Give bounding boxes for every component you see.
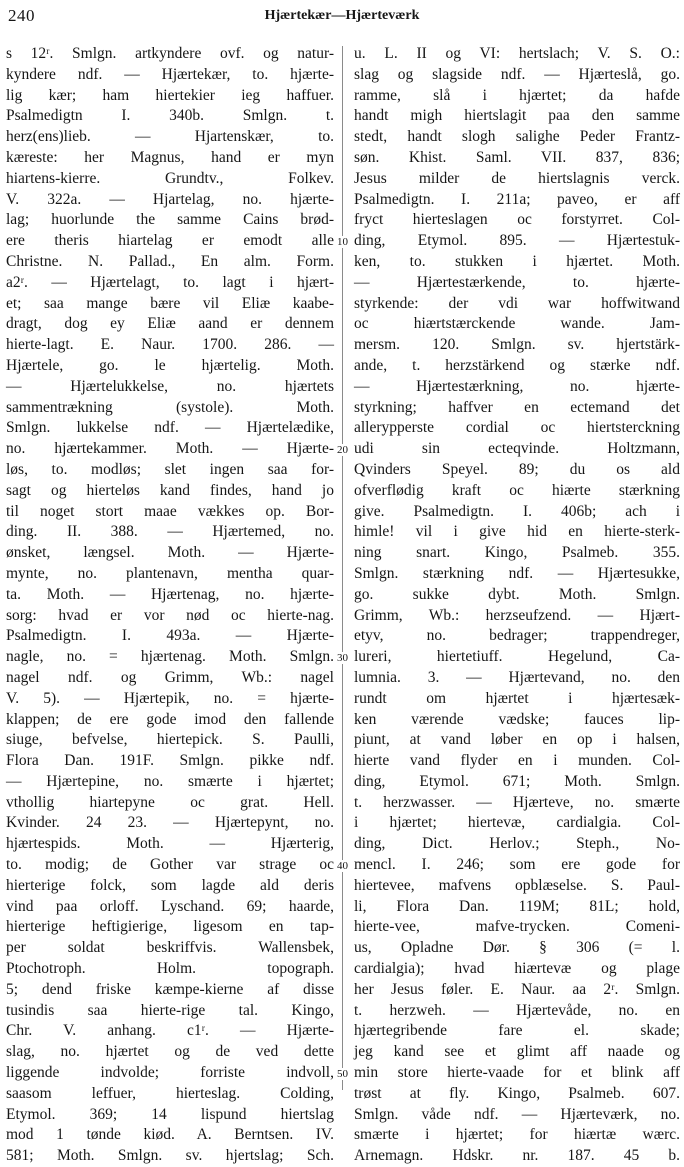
text-line: Arnemagn. Hdskr. nr. 187. 45 b. xyxy=(354,1147,680,1165)
text-line: ofverflødig kraft oc hiærte stærkning xyxy=(354,481,680,499)
text-line: fryct hierteslagen oc forstyrret. Col- xyxy=(354,211,680,229)
text-line: allerypperste cordial oc hiertsterckning xyxy=(354,419,680,437)
text-line: slag, no. hjærtet og de ved dette xyxy=(6,1043,334,1061)
text-line: mod 1 tønde kiød. A. Berntsen. IV. xyxy=(6,1126,334,1144)
text-line: sorg: hvad er vor nød oc hierte-nag. xyxy=(6,606,334,624)
page-header xyxy=(0,0,684,32)
text-line: give. Psalmedigtn. I. 406b; ach i xyxy=(354,502,680,520)
text-line: 581; Moth. Smlgn. sv. hjertslag; Sch. xyxy=(6,1147,334,1165)
text-line: liggende indvolde; forriste indvoll, xyxy=(6,1064,334,1082)
text-line: Psalmedigtn I. 340b. Smlgn. t. xyxy=(6,107,334,125)
text-line: — Hjærtepine, no. smærte i hjærtet; xyxy=(6,772,334,790)
text-line: ding, Etymol. 895. — Hjærtestuk- xyxy=(354,232,680,250)
text-line: go. sukke dybt. Moth. Smlgn. xyxy=(354,585,680,603)
text-line: — Hjærtestærkning, no. hjærte- xyxy=(354,377,680,395)
text-line: lureri, hiertetiuff. Hegelund, Ca- xyxy=(354,648,680,666)
text-line: Hjærtele, go. le hjærtelig. Moth. xyxy=(6,356,334,374)
text-line: stedt, handt slogh salighe Peder Frantz- xyxy=(354,128,680,146)
text-line: to. modig; de Gother var strage oc xyxy=(6,856,334,874)
text-line: a2ʳ. — Hjærtelagt, to. lagt i hjært- xyxy=(6,273,334,291)
text-line: ken værende vædske; fauces lip- xyxy=(354,710,680,728)
text-line: nagel ndf. og Grimm, Wb.: nagel xyxy=(6,668,334,686)
text-line: hierte-vee, mafve-trycken. Comeni- xyxy=(354,918,680,936)
text-line: siuge, befvelse, hiertepick. S. Paulli, xyxy=(6,731,334,749)
text-line: jeg kand see et glimt aff naade og xyxy=(354,1043,680,1061)
text-line: s 12ʳ. Smlgn. artkyndere ovf. og natur- xyxy=(6,45,334,62)
text-line: Christne. N. Pallad., En alm. Form. xyxy=(6,252,334,270)
text-line: kæreste: her Magnus, hand er myn xyxy=(6,148,334,166)
text-line: vind paa orloff. Lyschand. 69; haarde, xyxy=(6,897,334,915)
text-line: no. hjærtekammer. Moth. — Hjærte- xyxy=(6,440,334,458)
text-line: 5; dend friske kæmpe-kierne af disse xyxy=(6,980,334,998)
text-line: nagle, no. = hjærtenag. Moth. Smlgn. xyxy=(6,648,334,666)
text-line: lumnia. 3. — Hjærtevand, no. den xyxy=(354,668,680,686)
text-line: hierte-lagt. E. Naur. 1700. 286. — xyxy=(6,336,334,354)
text-line: tusindis saa hierte-rige tal. Kingo, xyxy=(6,1001,334,1019)
line-number: 20 xyxy=(337,444,353,456)
text-line: dragt, dog ey Eliæ aand er dennem xyxy=(6,315,334,333)
text-line: mencl. I. 246; som ere gode for xyxy=(354,856,680,874)
text-line: ken, to. stukken i hjærtet. Moth. xyxy=(354,252,680,270)
text-line: li, Flora Dan. 119M; 81L; hold, xyxy=(354,897,680,915)
text-line: etyv, no. bedrager; trappendreger, xyxy=(354,627,680,645)
text-line: hierterige heftigierige, ligesom en tap- xyxy=(6,918,334,936)
text-line: herz(ens)lieb. — Hjartenskær, to. xyxy=(6,128,334,146)
text-line: slag og slagside ndf. — Hjærteslå, go. xyxy=(354,65,680,83)
line-number: 10 xyxy=(337,236,353,248)
text-line: — Hjærtestærkende, to. hjærte- xyxy=(354,273,680,291)
text-line: himle! vil i give hid en hierte-sterk- xyxy=(354,523,680,541)
column-divider xyxy=(342,46,343,1090)
text-line: i hjærtet; hiertevæ, cardialgia. Col- xyxy=(354,814,680,832)
text-line: søn. Khist. Saml. VII. 837, 836; xyxy=(354,148,680,166)
text-line: Smlgn. våde ndf. — Hjærteværk, no. xyxy=(354,1105,680,1123)
text-line: us, Opladne Dør. § 306 (= l. xyxy=(354,939,680,957)
text-line: ning snart. Kingo, Psalmeb. 355. xyxy=(354,544,680,562)
text-line: V. 5). — Hjærtepik, no. = hjærte- xyxy=(6,689,334,707)
text-line: Psalmedigtn. I. 493a. — Hjærte- xyxy=(6,627,334,645)
text-line: Qvinders Speyel. 89; du os ald xyxy=(354,460,680,478)
text-line: hiartens-kierre. Grundtv., Folkev. xyxy=(6,169,334,187)
text-line: ønsket, længsel. Moth. — Hjærte- xyxy=(6,544,334,562)
text-line: hierterige folck, som lagde ald deris xyxy=(6,876,334,894)
line-number: 40 xyxy=(337,860,353,872)
text-line: t. herzweh. — Hjærtevåde, no. en xyxy=(354,1001,680,1019)
text-line: her Jesus føler. E. Naur. aa 2ʳ. Smlgn. xyxy=(354,980,680,998)
text-line: ande, t. herzstärkend og stærke ndf. xyxy=(354,356,680,374)
text-line: hiertevee, mafvens opblæselse. S. Paul- xyxy=(354,876,680,894)
text-line: ta. Moth. — Hjærtenag, no. hjærte- xyxy=(6,585,334,603)
text-line: saasom leffuer, hierteslag. Colding, xyxy=(6,1084,334,1102)
text-line: ding. II. 388. — Hjærtemed, no. xyxy=(6,523,334,541)
text-line: V. 322a. — Hjartelag, no. hjærte- xyxy=(6,190,334,208)
text-line: Kvinder. 24 23. — Hjærtepynt, no. xyxy=(6,814,334,832)
text-line: udi sin ecteqvinde. Holtzmann, xyxy=(354,440,680,458)
line-number: 50 xyxy=(337,1068,353,1080)
text-line: Smlgn. stærkning ndf. — Hjærtesukke, xyxy=(354,564,680,582)
text-line: u. L. II og VI: hertslach; V. S. O.: xyxy=(354,45,680,62)
text-line: kyndere ndf. — Hjærtekær, to. hjærte- xyxy=(6,65,334,83)
text-line: — Hjærtelukkelse, no. hjærtets xyxy=(6,377,334,395)
text-line: per soldat beskriffvis. Wallensbek, xyxy=(6,939,334,957)
text-line: ramme, slå i hjærtet; da hafde xyxy=(354,86,680,104)
text-line: styrkende: der vdi war hoffwitwand xyxy=(354,294,680,312)
text-line: mersm. 120. Smlgn. sv. hjertstärk- xyxy=(354,336,680,354)
text-line: klappen; de ere gode imod den fallende xyxy=(6,710,334,728)
text-line: cardialgia); hvad hiærtevæ og plage xyxy=(354,960,680,978)
text-line: mynte, no. plantenavn, mentha quar- xyxy=(6,564,334,582)
text-line: smærte i hjærtet; for hiærtæ wærc. xyxy=(354,1126,680,1144)
text-line: Chr. V. anhang. c1ʳ. — Hjærte- xyxy=(6,1022,334,1040)
text-line: til noget stort maae vækkes op. Bor- xyxy=(6,502,334,520)
text-line: et; saa mange bære vil Eliæ kaabe- xyxy=(6,294,334,312)
line-number: 30 xyxy=(337,652,353,664)
page-number: 240 xyxy=(8,6,35,25)
text-line: hjærtespids. Moth. — Hjærterig, xyxy=(6,835,334,853)
running-head: Hjærtekær—Hjærteværk xyxy=(264,8,420,23)
text-line: sagt og hierteløs kand findes, hand jo xyxy=(6,481,334,499)
right-column xyxy=(354,44,680,1165)
text-line: Flora Dan. 191F. Smlgn. pikke ndf. xyxy=(6,752,334,770)
text-line: Grimm, Wb.: herzseufzend. — Hjært- xyxy=(354,606,680,624)
left-column xyxy=(6,44,334,1165)
text-line: Jesus milder de hiertslagnis verck. xyxy=(354,169,680,187)
text-line: ere theris hiartelag er emodt alle xyxy=(6,232,334,250)
text-line: hjærtegribende fare el. skade; xyxy=(354,1022,680,1040)
text-line: oc hiærtstærckende wande. Jam- xyxy=(354,315,680,333)
text-line: vthollig hiartepyne oc grat. Hell. xyxy=(6,793,334,811)
text-line: sammentrækning (systole). Moth. xyxy=(6,398,334,416)
text-line: hierte vand flyder en i munden. Col- xyxy=(354,752,680,770)
text-line: lig kær; ham hiertekier ieg haffuer. xyxy=(6,86,334,104)
text-line: rundt om hjærtet i hjærtesæk- xyxy=(354,689,680,707)
text-line: styrkning; haffver en ectemand det xyxy=(354,398,680,416)
text-line: Ptochotroph. Holm. topograph. xyxy=(6,960,334,978)
text-line: Smlgn. lukkelse ndf. — Hjærtelædike, xyxy=(6,419,334,437)
text-line: lag; huorlunde the samme Cains brød- xyxy=(6,211,334,229)
text-line: piunt, at vand løber en op i halsen, xyxy=(354,731,680,749)
text-line: Psalmedigtn. I. 211a; paveo, er aff xyxy=(354,190,680,208)
text-line: handt migh hiertslagit paa den samme xyxy=(354,107,680,125)
text-line: ding, Etymol. 671; Moth. Smlgn. xyxy=(354,772,680,790)
text-line: min store hierte-vaade for et blink aff xyxy=(354,1064,680,1082)
text-line: løs, to. modløs; slet ingen saa for- xyxy=(6,460,334,478)
text-line: ding, Dict. Herlov.; Steph., No- xyxy=(354,835,680,853)
text-line: t. herzwasser. — Hjærteve, no. smærte xyxy=(354,793,680,811)
text-line: trøst at fly. Kingo, Psalmeb. 607. xyxy=(354,1084,680,1102)
text-line: Etymol. 369; 14 lispund hiertslag xyxy=(6,1105,334,1123)
